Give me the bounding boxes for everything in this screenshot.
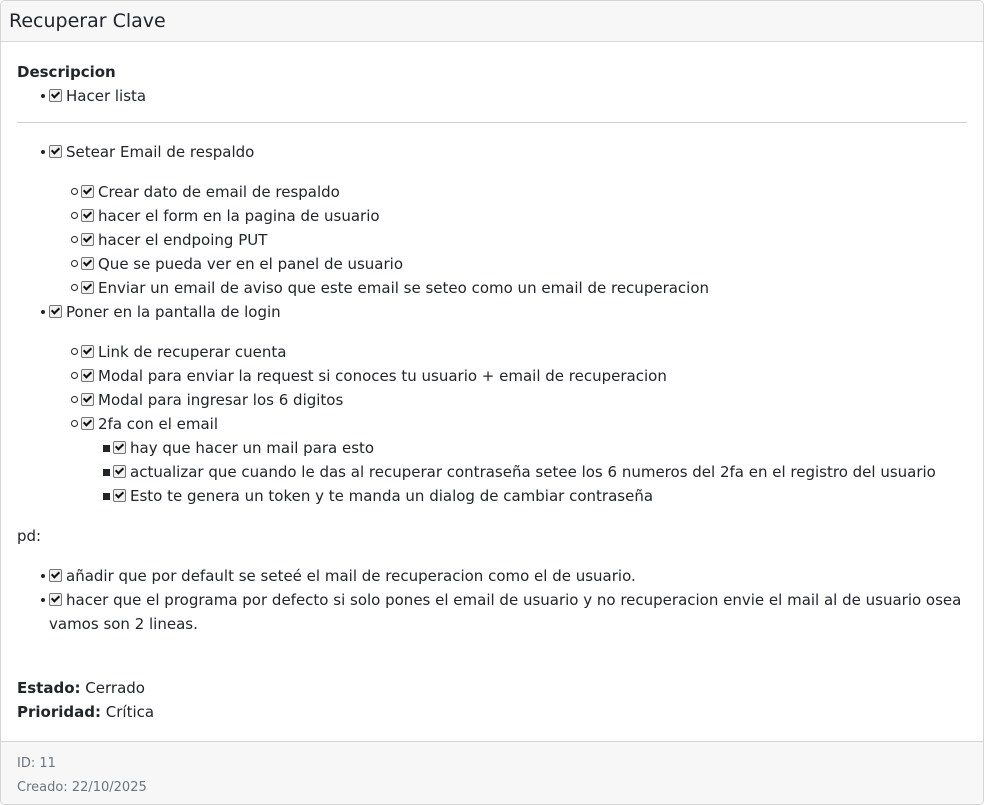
checkbox-checked[interactable] [113,465,126,478]
checkbox-checked[interactable] [113,441,126,454]
list-item-text: hacer el endpoing PUT [98,231,268,249]
list-item-text: Poner en la pantalla de login [66,303,281,321]
list-item [17,564,967,588]
prioridad-label: Prioridad: [17,703,101,721]
list-item-text: Crear dato de email de respaldo [98,183,340,201]
list-item-text: añadir que por default se seteé el mail de recuperacion como el de usuario. [66,567,636,585]
list-item-text: hacer que el programa por defecto si solo pones el email de usuario y no recuperacion envie el mail al de usuario osea vamos son 2 lineas. [49,591,962,633]
checkbox-checked[interactable] [49,305,62,318]
checkbox-checked[interactable] [81,369,94,382]
list-item-text: hacer el form en la pagina de usuario [98,207,380,225]
created-date: Creado: 22/10/2025 [17,780,147,795]
description-label: Descripcion [17,63,116,81]
list-item [49,252,967,276]
list-item [81,460,967,484]
list-item-text: Modal para ingresar los 6 digitos [98,391,344,409]
list-item [49,388,967,412]
checkbox-checked[interactable] [81,209,94,222]
list-item [49,412,967,508]
checkbox-checked[interactable] [49,593,62,606]
list-item-text: hay que hacer un mail para esto [130,439,375,457]
list-item [49,364,967,388]
card-body [1,42,983,724]
checkbox-checked[interactable] [49,145,62,158]
list-item [17,84,967,108]
checkbox-checked[interactable] [81,281,94,294]
list-item-text: Que se pueda ver en el panel de usuario [98,255,404,273]
list-item [49,204,967,228]
list-item [49,228,967,252]
checkbox-checked[interactable] [81,345,94,358]
estado-label: Estado: [17,679,81,697]
list-item-text: Link de recuperar cuenta [98,343,287,361]
list-item-text: Enviar un email de aviso que este email se seteo como un email de recuperacion [98,279,710,297]
checkbox-checked[interactable] [81,393,94,406]
list-item [17,140,967,300]
list-item [49,276,967,300]
sublist [49,340,967,508]
list-item [81,436,967,460]
prioridad-value: Crítica [105,703,155,721]
pd-label: pd: [17,527,42,545]
checkbox-checked[interactable] [81,185,94,198]
checkbox-checked[interactable] [113,489,126,502]
meta-info [17,676,967,724]
divider [17,122,967,123]
first-list [17,84,967,108]
estado-row [17,676,967,700]
main-list [17,140,967,508]
checkbox-checked[interactable] [81,233,94,246]
prioridad-row [17,700,967,724]
checkbox-checked[interactable] [81,257,94,270]
list-item-text: actualizar que cuando le das al recuperar contraseña setee los 6 numeros del 2fa en el registro del usuario [130,463,936,481]
list-item-text: Esto te genera un token y te manda un dialog de cambiar contraseña [130,487,654,505]
card-footer [1,741,983,804]
list-item [49,180,967,204]
card-header [1,1,983,42]
task-id: ID: 11 [17,756,56,771]
sublist [49,180,967,300]
sub-sublist [81,436,967,508]
checkbox-checked[interactable] [81,417,94,430]
list-item [17,300,967,508]
pd-list [17,564,967,636]
page-title: Recuperar Clave [9,10,166,32]
list-item [17,588,967,636]
list-item-text: Modal para enviar la request si conoces tu usuario + email de recuperacion [98,367,667,385]
estado-value: Cerrado [85,679,145,697]
checkbox-checked[interactable] [49,569,62,582]
list-item-text: Setear Email de respaldo [66,143,255,161]
checkbox-checked[interactable] [49,89,62,102]
list-item [49,340,967,364]
list-item-text: Hacer lista [66,87,147,105]
list-item [81,484,967,508]
list-item-text: 2fa con el email [98,415,219,433]
